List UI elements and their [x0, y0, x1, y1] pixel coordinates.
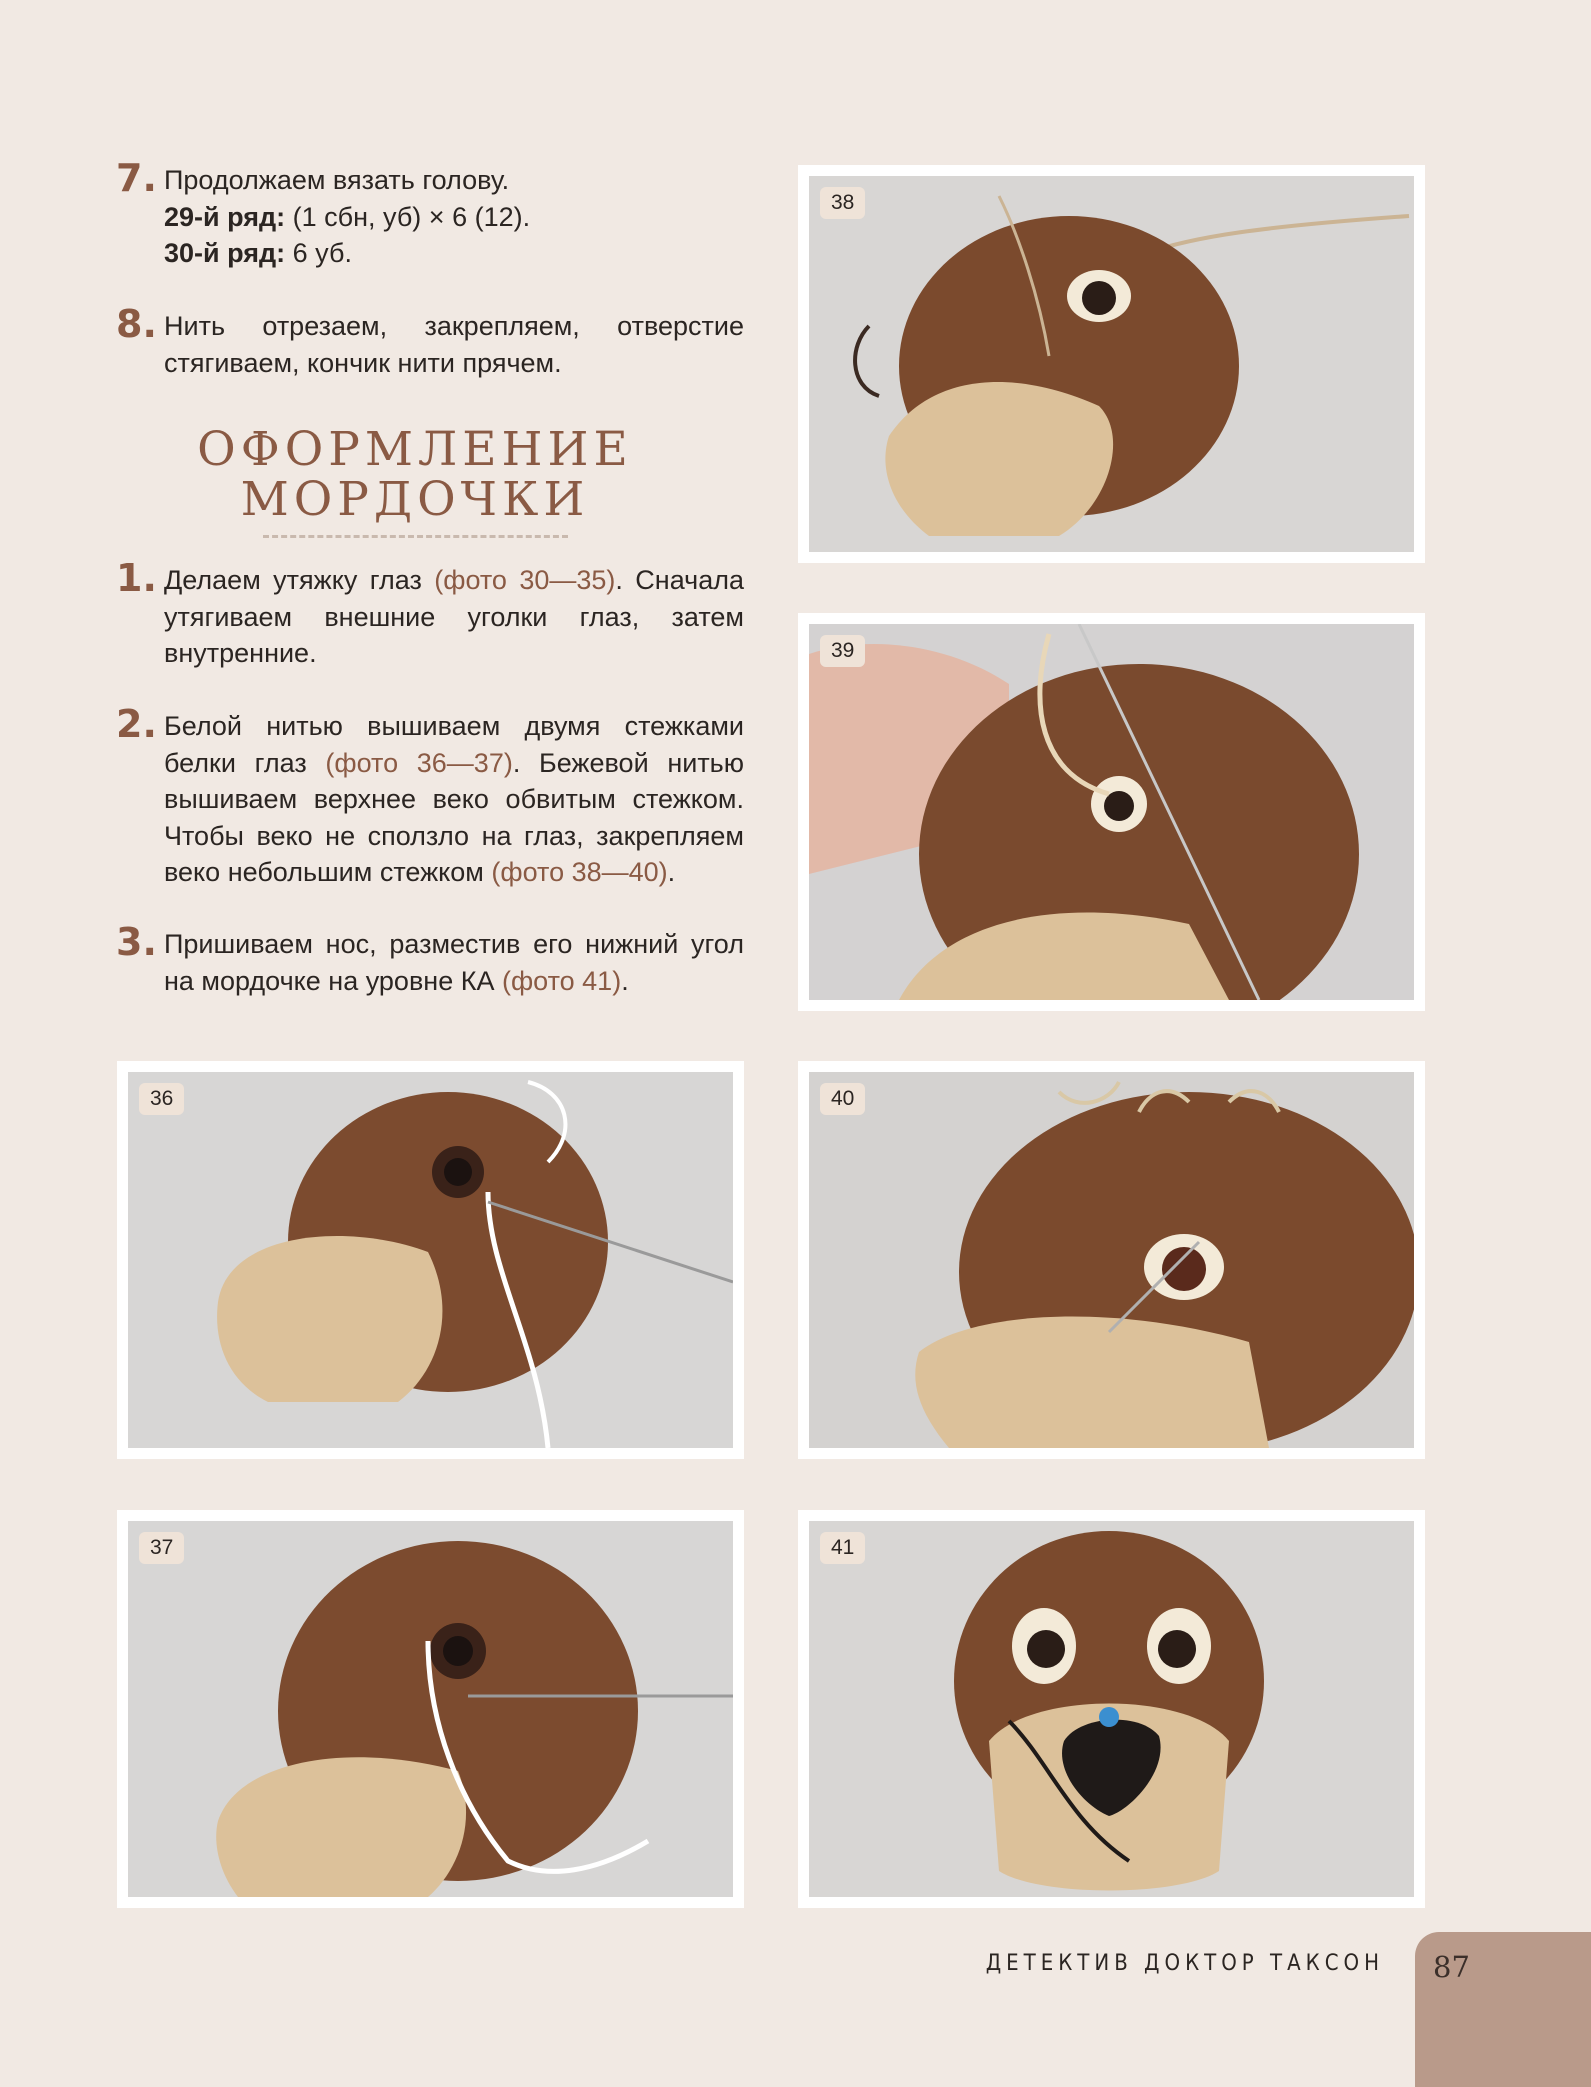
step-2 — [112, 702, 744, 891]
photo-40 — [798, 1061, 1425, 1459]
crochet-head-image — [128, 1521, 733, 1897]
section-heading — [150, 422, 680, 538]
page-tab — [1415, 1932, 1591, 2087]
crochet-head-image — [809, 1521, 1414, 1897]
heading-line-2: МОРДОЧКИ — [240, 472, 590, 527]
step-text — [164, 926, 744, 999]
step-text — [164, 162, 744, 272]
photo-39 — [798, 613, 1425, 1011]
step-text — [164, 708, 744, 891]
photo-number-badge: 39 — [820, 635, 865, 667]
step-number: 1. — [116, 556, 157, 600]
crochet-head-image — [128, 1072, 733, 1448]
step-body: Белой нитью вышиваем двумя стежками белки глаз — [164, 711, 744, 778]
photo-number-badge: 41 — [820, 1532, 865, 1564]
step-1 — [112, 556, 744, 672]
step-line: Продолжаем вязать голову. — [164, 165, 510, 195]
photo-38 — [798, 165, 1425, 563]
step-body: . — [667, 857, 676, 887]
step-body: . Бежевой нитью вышиваем верхнее веко обвитым стежком. Чтобы веко не сползло на глаз, закрепляем веко небольшим стежком — [164, 747, 744, 887]
row-label: 30-й ряд: — [164, 238, 286, 268]
photo-number-badge: 37 — [139, 1532, 184, 1564]
step-number: 3. — [116, 920, 157, 964]
photo-37 — [117, 1510, 744, 1908]
page-number: 87 — [1433, 1950, 1470, 1984]
crochet-head-image — [809, 1072, 1414, 1448]
book-title: ДЕТЕКТИВ ДОКТОР ТАКСОН — [985, 1951, 1384, 1976]
step-3 — [112, 920, 744, 999]
crochet-head-image — [809, 176, 1414, 552]
heading-underline — [263, 535, 568, 538]
step-number: 2. — [116, 702, 157, 746]
row-label: 29-й ряд: — [164, 201, 286, 232]
row-text: (1 сбн, уб) × 6 (12). — [285, 201, 531, 232]
step-body: Делаем утяжку глаз — [164, 565, 435, 595]
photo-number-badge: 38 — [820, 187, 865, 219]
heading-line-1: ОФОРМЛЕНИЕ — [197, 422, 633, 477]
photo-number-badge: 36 — [139, 1083, 184, 1115]
photo-36 — [117, 1061, 744, 1459]
step-body: . Сначала утягиваем внешние уголки глаз, затем внутренние. — [164, 565, 744, 668]
photo-41 — [798, 1510, 1425, 1908]
photo-reference: (фото 38—40) — [491, 857, 668, 887]
photo-reference: (фото 36—37) — [325, 747, 513, 778]
photo-reference: (фото 30—35) — [434, 565, 616, 595]
step-body: . — [621, 965, 629, 996]
step-number: 8. — [116, 302, 157, 346]
row-text: 6 уб. — [285, 238, 352, 268]
step-text — [164, 562, 744, 672]
step-number: 7. — [116, 156, 157, 200]
step-body: Нить отрезаем, закрепляем, отверстие стягиваем, кончик нити прячем. — [164, 311, 744, 378]
step-7 — [112, 156, 744, 272]
step-text — [164, 308, 744, 381]
step-body: Пришиваем нос, разместив его нижний угол на мордочке на уровне КА — [164, 929, 744, 996]
step-8 — [112, 302, 744, 381]
photo-reference: (фото 41) — [501, 965, 622, 996]
crochet-head-image — [809, 624, 1414, 1000]
photo-number-badge: 40 — [820, 1083, 865, 1115]
